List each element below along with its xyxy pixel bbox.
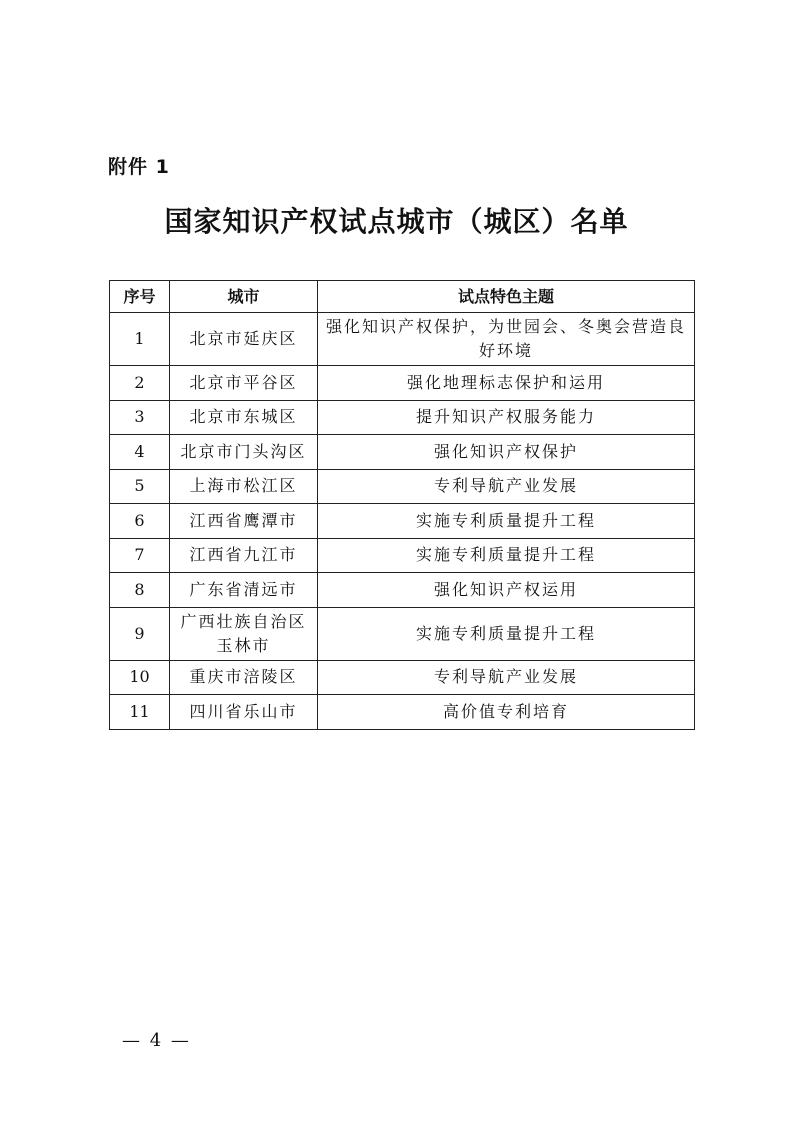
row-theme: 实施专利质量提升工程 <box>318 504 695 539</box>
row-theme: 专利导航产业发展 <box>318 660 695 695</box>
document-title: 国家知识产权试点城市（城区）名单 <box>164 205 629 238</box>
row-number: 6 <box>110 504 170 539</box>
row-theme: 实施专利质量提升工程 <box>318 607 695 660</box>
row-number: 2 <box>110 366 170 401</box>
row-city: 广西壮族自治区玉林市 <box>170 607 318 660</box>
row-theme: 强化知识产权保护，为世园会、冬奥会营造良好环境 <box>318 313 695 366</box>
row-number: 7 <box>110 538 170 573</box>
header-serial-number: 序号 <box>110 281 170 313</box>
table-row <box>110 573 695 608</box>
header-city: 城市 <box>170 281 318 313</box>
table-row <box>110 504 695 539</box>
header-pilot-theme: 试点特色主题 <box>318 281 695 313</box>
row-number: 10 <box>110 660 170 695</box>
table-row <box>110 366 695 401</box>
pilot-cities-table <box>109 280 695 730</box>
row-city: 江西省九江市 <box>170 538 318 573</box>
row-city: 北京市平谷区 <box>170 366 318 401</box>
row-theme: 实施专利质量提升工程 <box>318 538 695 573</box>
row-number: 9 <box>110 607 170 660</box>
table-row <box>110 695 695 730</box>
row-number: 3 <box>110 400 170 435</box>
table-row <box>110 538 695 573</box>
row-theme: 强化知识产权运用 <box>318 573 695 608</box>
table-row <box>110 660 695 695</box>
table-row <box>110 435 695 470</box>
page-number: — 4 — <box>122 1030 191 1051</box>
table-row <box>110 400 695 435</box>
row-theme: 强化知识产权保护 <box>318 435 695 470</box>
row-number: 4 <box>110 435 170 470</box>
row-theme: 专利导航产业发展 <box>318 469 695 504</box>
table-header-row <box>110 281 695 313</box>
row-number: 1 <box>110 313 170 366</box>
table-row <box>110 469 695 504</box>
table-row <box>110 313 695 366</box>
row-city: 北京市东城区 <box>170 400 318 435</box>
row-city: 四川省乐山市 <box>170 695 318 730</box>
row-city: 广东省清远市 <box>170 573 318 608</box>
row-city: 北京市延庆区 <box>170 313 318 366</box>
row-city: 上海市松江区 <box>170 469 318 504</box>
row-number: 11 <box>110 695 170 730</box>
row-theme: 提升知识产权服务能力 <box>318 400 695 435</box>
row-theme: 强化地理标志保护和运用 <box>318 366 695 401</box>
row-city: 重庆市涪陵区 <box>170 660 318 695</box>
attachment-label: 附件 1 <box>108 156 170 178</box>
table-row <box>110 607 695 660</box>
row-theme: 高价值专利培育 <box>318 695 695 730</box>
row-city: 江西省鹰潭市 <box>170 504 318 539</box>
row-city: 北京市门头沟区 <box>170 435 318 470</box>
row-number: 5 <box>110 469 170 504</box>
row-number: 8 <box>110 573 170 608</box>
